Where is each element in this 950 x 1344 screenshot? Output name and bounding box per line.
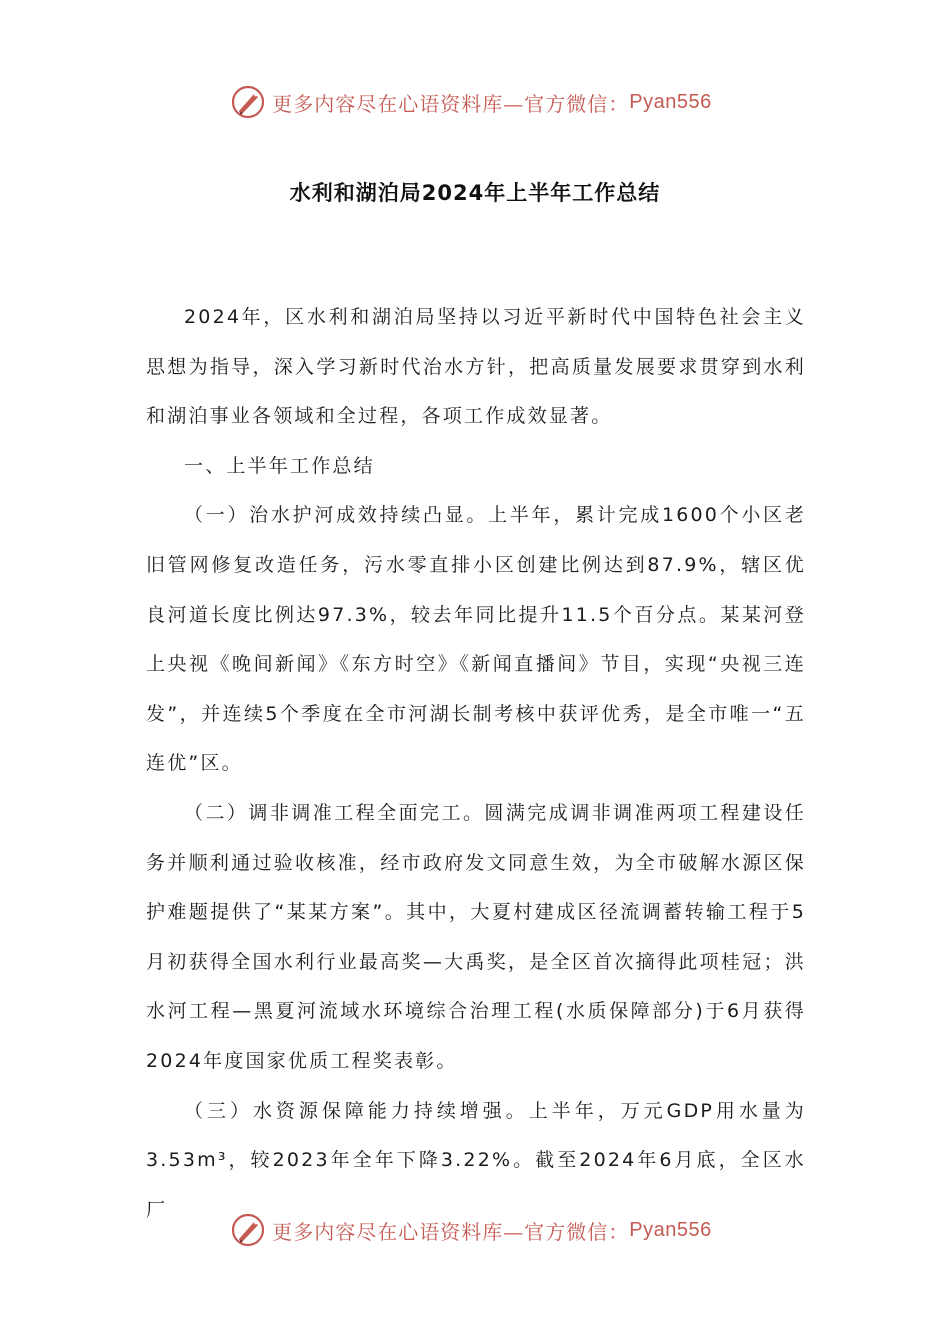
- pen-logo-icon: [230, 84, 266, 120]
- paragraph-item-2: （二）调非调准工程全面完工。圆满完成调非调准两项工程建设任务并顺利通过验收核准，经市政府发文同意生效，为全市破解水源区保护难题提供了“某某方案”。其中，大夏村建成区径流调蓄转输工程于5月初获得全国水利行业最高奖—大禹奖，是全区首次摘得此项桂冠；洪水河工程—黑夏河流域水环境综合治理工程(水质保障部分)于6月获得2024年度国家优质工程奖表彰。: [146, 801, 806, 1072]
- paragraph-item-1: （一）治水护河成效持续凸显。上半年，累计完成1600个小区老旧管网修复改造任务，污水零直排小区创建比例达到87.9%，辖区优良河道长度比例达97.3%，较去年同比提升11.5个百分点。某某河登上央视《晚间新闻》《东方时空》《新闻直播间》节目，实现“央视三连发”，并连续5个季度在全市河湖长制考核中获评优秀，是全市唯一“五连优”区。: [146, 504, 806, 775]
- watermark-wechat-id: Pyan556: [629, 90, 712, 113]
- watermark-wechat-id: Pyan556: [629, 1218, 712, 1241]
- watermark-banner-bottom: [0, 1210, 950, 1250]
- paragraph-intro: 2024年，区水利和湖泊局坚持以习近平新时代中国特色社会主义思想为指导，深入学习新时代治水方针，把高质量发展要求贯穿到水利和湖泊事业各领域和全过程，各项工作成效显著。: [146, 306, 806, 428]
- watermark-text: 更多内容尽在心语资料库—官方微信：: [272, 1219, 630, 1244]
- section-heading: 一、上半年工作总结: [184, 454, 375, 477]
- document-title: 水利和湖泊局2024年上半年工作总结: [289, 181, 661, 205]
- watermark-text: 更多内容尽在心语资料库—官方微信：: [272, 91, 630, 116]
- watermark-banner-top: [0, 82, 950, 122]
- pen-logo-icon: [230, 1212, 266, 1248]
- paragraph-item-3: （三）水资源保障能力持续增强。上半年，万元GDP用水量为3.53m³，较2023年全年下降3.22%。截至2024年6月底，全区水厂: [146, 1099, 806, 1221]
- document-body: [146, 293, 806, 1235]
